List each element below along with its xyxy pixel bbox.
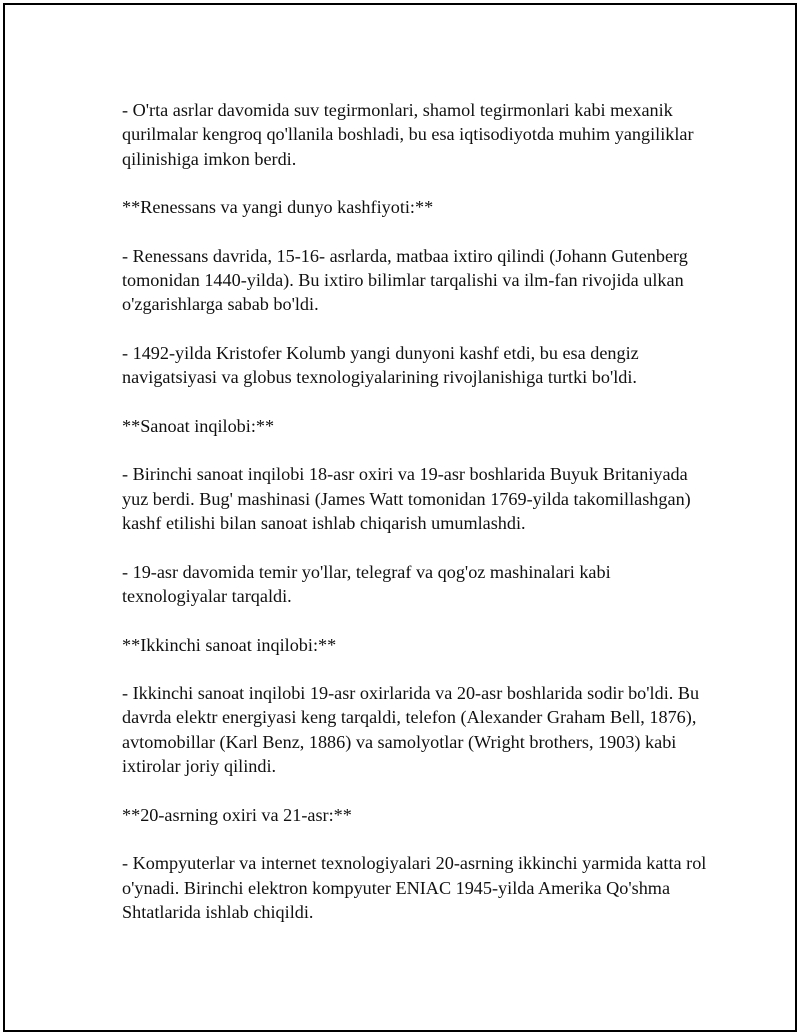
paragraph-first-industrial-revolution: - Birinchi sanoat inqilobi 18-asr oxiri va 19-asr boshlarida Buyuk Britaniyada yuz berdi. Bug' mashinasi (James Watt tomonidan 1769-yilda takomillashgan) kashf etilishi bilan sanoat ishlab chiqarish umumlashdi. (122, 464, 691, 534)
section-heading-renaissance: **Renessans va yangi dunyo kashfiyoti:** (122, 197, 434, 218)
paragraph-middle-ages-mills: - O'rta asrlar davomida suv tegirmonlari, shamol tegirmonlari kabi mexanik qurilmalar kengroq qo'llanila boshladi, bu esa iqtisodiyotda muhim yangiliklar qilinishiga imkon berdi. (122, 100, 694, 169)
section-heading-20th-21st-century: **20-asrning oxiri va 21-asr:** (122, 804, 352, 825)
paragraph-second-industrial-revolution: - Ikkinchi sanoat inqilobi 19-asr oxirlarida va 20-asr boshlarida sodir bo'ldi. Bu davrda elektr energiyasi keng tarqaldi, telefon (Alexander Graham Bell, 1876), avtomobillar (Karl Benz, 1886) va samolyotlar (Wright brothers, 1903) kabi ixtirolar joriy qilindi. (122, 683, 700, 777)
paragraph-printing-press: - Renessans davrida, 15-16- asrlarda, matbaa ixtiro qilindi (Johann Gutenberg tomonidan 1440-yilda). Bu ixtiro bilimlar tarqalishi va ilm-fan rivojida ulkan o'zgarishlarga sabab bo'ldi. (122, 245, 688, 315)
paragraph-railways-telegraph: - 19-asr davomida temir yo'llar, telegraf va qog'oz mashinalari kabi texnologiyalar tarqaldi. (122, 561, 611, 606)
section-heading-second-industrial-revolution: **Ikkinchi sanoat inqilobi:** (122, 634, 337, 655)
document-body (122, 98, 712, 924)
paragraph-computers-internet: - Kompyuterlar va internet texnologiyalari 20-asrning ikkinchi yarmida katta rol o'ynadi. Birinchi elektron kompyuter ENIAC 1945-yilda Amerika Qo'shma Shtatlarida ishlab chiqildi. (122, 853, 707, 922)
section-heading-industrial-revolution: **Sanoat inqilobi:** (122, 415, 275, 436)
page-frame (3, 3, 797, 1032)
paragraph-columbus: - 1492-yilda Kristofer Kolumb yangi dunyoni kashf etdi, bu esa dengiz navigatsiyasi va globus texnologiyalarining rivojlanishiga turtki bo'ldi. (122, 342, 639, 388)
